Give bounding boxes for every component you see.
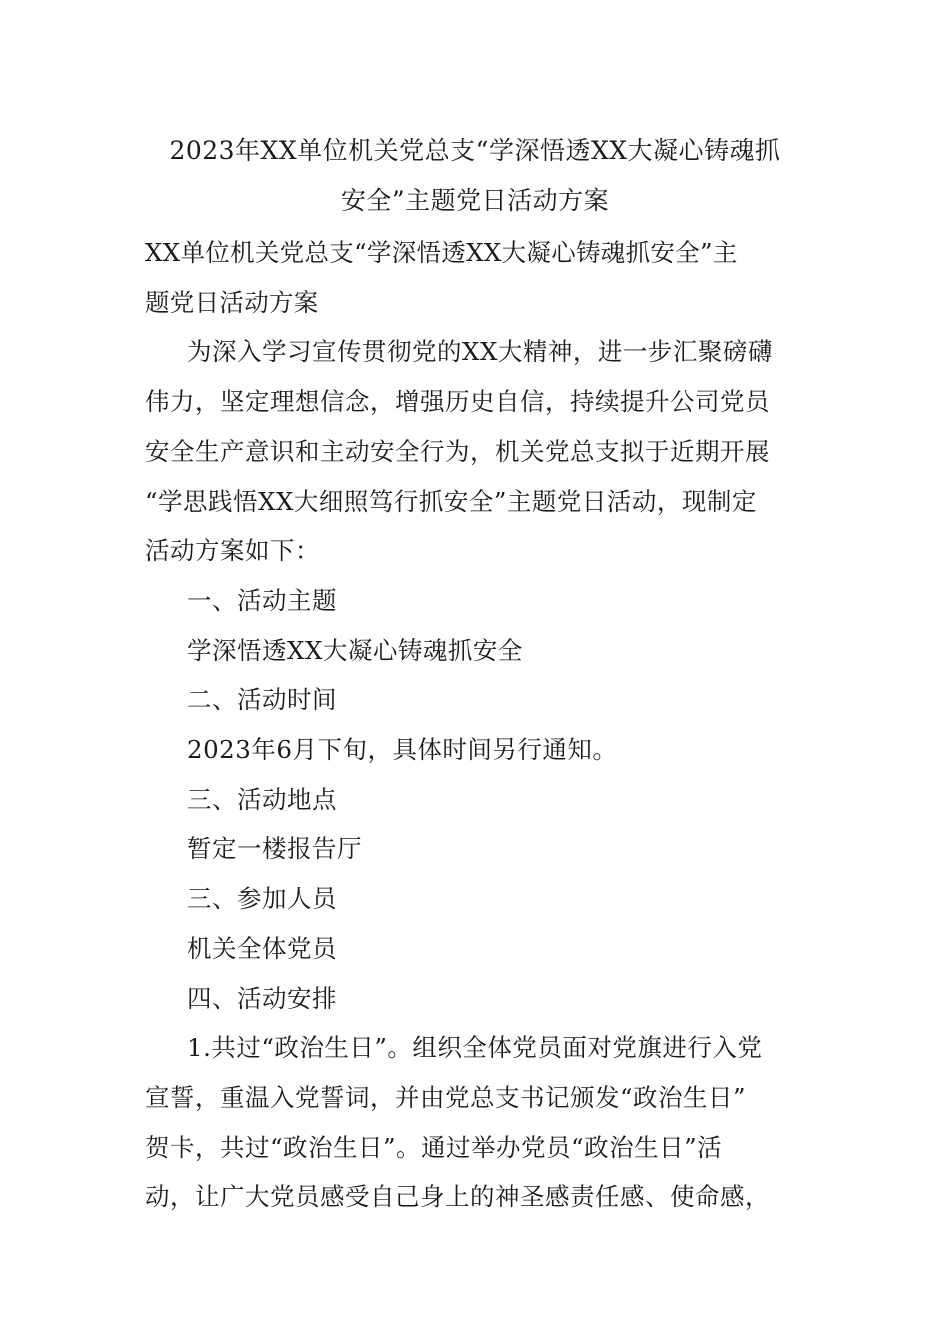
item1-line-4: 动，让广大党员感受自己身上的神圣感责任感、使命感， [145,1182,770,1212]
intro-line-1: 为深入学习宣传贯彻党的XX大精神，进一步汇聚磅礴 [187,337,773,367]
arrangement-item-1 [145,1023,810,1222]
section-heading-theme: 一、活动主题 [187,585,337,615]
title-line-2: 安全”主题党日活动方案 [340,186,610,215]
section-content-theme: 学深悟透XX大凝心铸魂抓安全 [187,635,523,665]
section-heading-participants: 三、参加人员 [187,884,337,914]
item1-line-3: 贺卡，共过“政治生日”。通过举办党员“政治生日”活 [145,1132,723,1162]
document-subtitle [145,228,810,327]
subtitle-line-2: 题党日活动方案 [145,287,319,317]
document-title [140,126,810,226]
intro-line-4: “学思践悟XX大细照笃行抓安全”主题党日活动，现制定 [145,486,757,516]
section-heading-arrangement: 四、活动安排 [187,983,337,1013]
item1-line-1: 1.共过“政治生日”。组织全体党员面对党旗进行入党 [187,1033,763,1063]
section-content-location: 暂定一楼报告厅 [187,834,362,864]
item1-line-2: 宣誓，重温入党誓词，并由党总支书记颁发“政治生日” [145,1082,747,1112]
intro-line-5: 活动方案如下： [145,536,320,566]
title-line-1: 2023年XX单位机关党总支“学深悟透XX大凝心铸魂抓 [169,136,781,165]
intro-line-3: 安全生产意识和主动安全行为，机关党总支拟于近期开展 [145,436,770,466]
document-body [145,228,810,1222]
section-heading-location: 三、活动地点 [187,784,337,814]
section-content-time: 2023年6月下旬，具体时间另行通知。 [187,735,618,765]
section-content-participants: 机关全体党员 [187,933,337,963]
subtitle-line-1: XX单位机关党总支“学深悟透XX大凝心铸魂抓安全”主 [145,238,738,267]
intro-line-2: 伟力，坚定理想信念，增强历史自信，持续提升公司党员 [145,387,770,417]
intro-paragraph [145,327,810,576]
section-heading-time: 二、活动时间 [187,685,337,715]
